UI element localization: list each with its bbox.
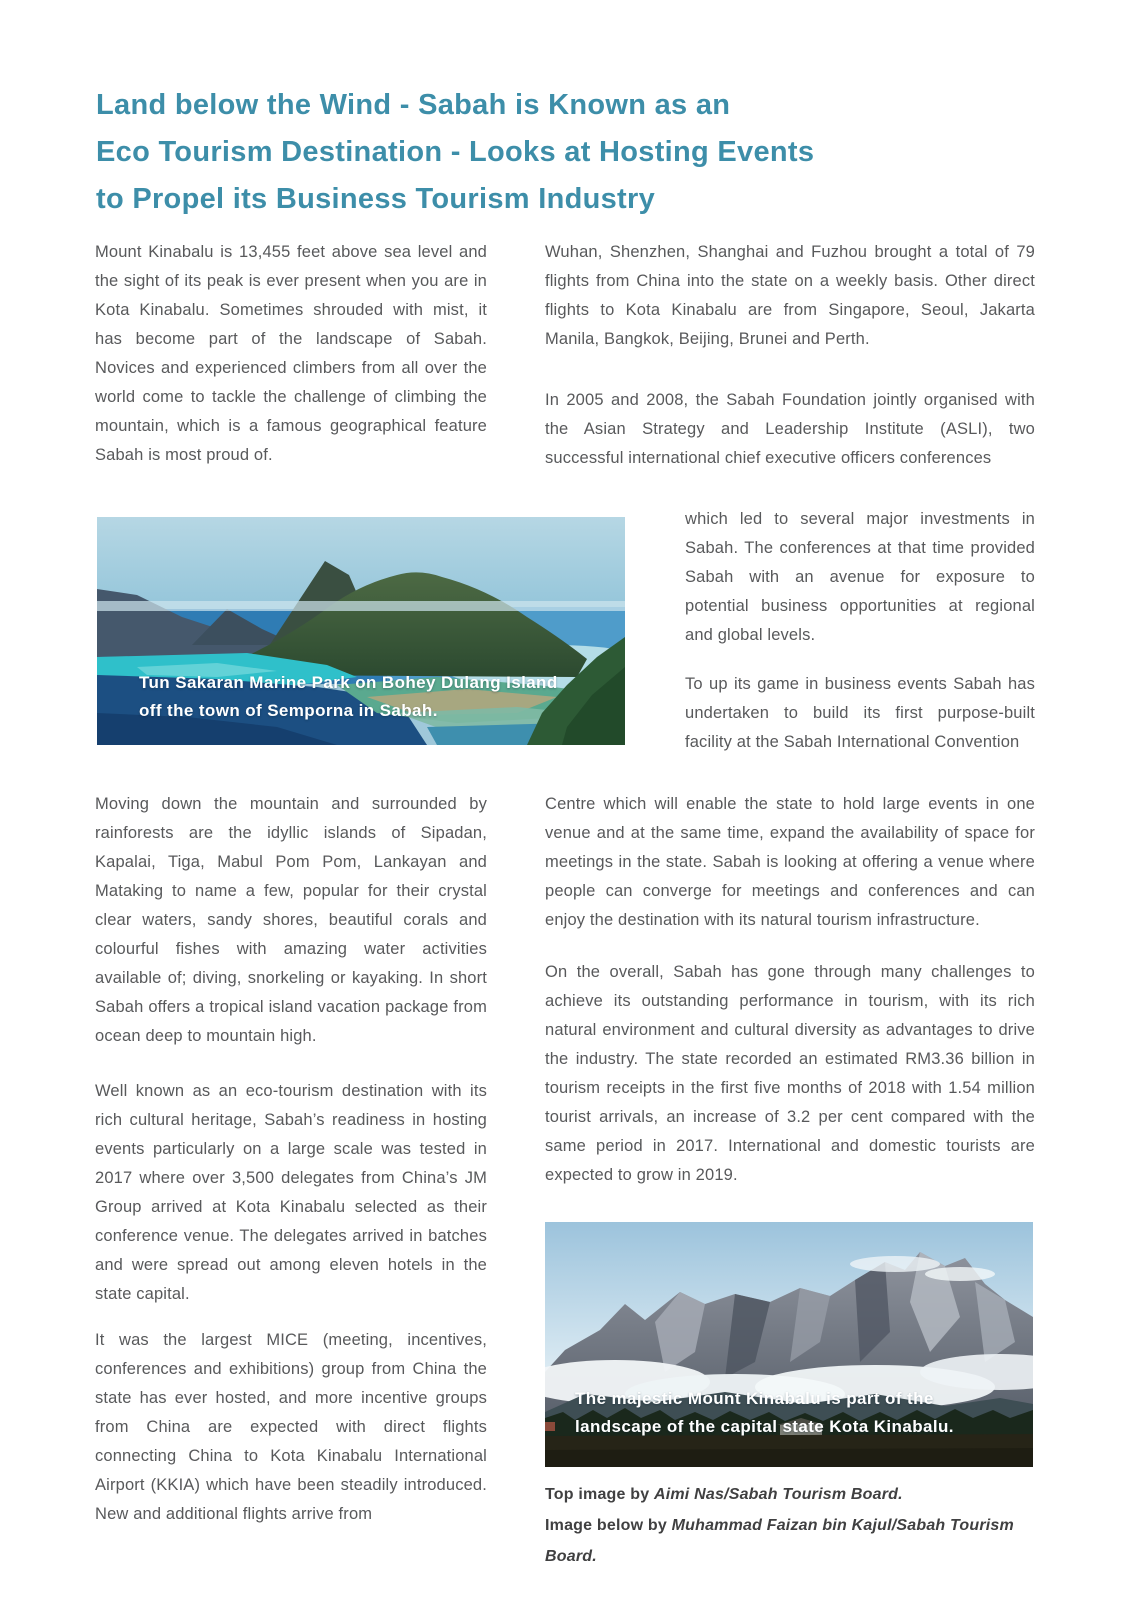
marine-park-caption-line-2: off the town of Semporna in Sabah. (139, 701, 438, 720)
right-paragraph-5: Centre which will enable the state to hold large events in one venue and at the same time, expand the availability of space for meetings in the state. Sabah is looking at offering a venue where people can converge for meetings and conferences and can enjoy the destination with its natural tourism infrastructure. (545, 795, 1035, 929)
right-paragraph-4: To up its game in business events Sabah has undertaken to build its first purpose-built facility at the Sabah International Convention (685, 675, 1035, 751)
right-paragraph-6: On the overall, Sabah has gone through many challenges to achieve its outstanding performance in tourism, with its rich natural environment and cultural diversity as advantages to drive the industry. The state recorded an estimated RM3.36 billion in tourism receipts in the first five months of 2018 with 1.54 million tourist arrivals, an increase of 3.2 per cent compared with the same period in 2017. International and domestic tourists are expected to grow in 2019. (545, 963, 1035, 1184)
marine-park-photo (97, 517, 625, 745)
left-paragraph-3: Well known as an eco-tourism destination with its rich cultural heritage, Sabah’s readiness in hosting events particularly on a large scale was tested in 2017 where over 3,500 delegates from China’s JM Group arrived at Kota Kinabalu selected as their conference venue. The delegates arrived in batches and were spread out among eleven hotels in the state capital. (95, 1082, 487, 1303)
page-title-line-2: Eco Tourism Destination - Looks at Hosting Events (96, 136, 815, 168)
marine-park-caption-line-1: Tun Sakaran Marine Park on Bohey Dulang Island (139, 673, 558, 692)
right-paragraph-1: Wuhan, Shenzhen, Shanghai and Fuzhou brought a total of 79 flights from China into the state on a weekly basis. Other direct flights to Kota Kinabalu are from Singapore, Seoul, Jakarta Manila, Bangkok, Beijing, Brunei and Perth. (545, 243, 1035, 348)
left-paragraph-1: Mount Kinabalu is 13,455 feet above sea level and the sight of its peak is ever present when you are in Kota Kinabalu. Sometimes shrouded with mist, it has become part of the landscape of Sabah. Novices and experienced climbers from all over the world come to tackle the challenge of climbing the mountain, which is a famous geographical feature Sabah is most proud of. (95, 243, 487, 464)
credit-bottom-name: Muhammad Faizan bin Kajul/Sabah Tourism Board. (545, 1517, 1014, 1565)
credit-top-image (545, 1479, 1065, 1510)
credit-top-name: Aimi Nas/Sabah Tourism Board. (653, 1486, 903, 1503)
page-title (96, 82, 956, 223)
mount-kinabalu-caption-line-1: The majestic Mount Kinabalu is part of the (575, 1389, 934, 1408)
left-paragraph-2: Moving down the mountain and surrounded by rainforests are the idyllic islands of Sipadan, Kapalai, Tiga, Mabul Pom Pom, Lankayan and Mataking to name a few, popular for their crystal clear waters, sandy shores, beautiful corals and colourful fishes with amazing water activities available of; diving, snorkeling or kayaking. In short Sabah offers a tropical island vacation package from ocean deep to mountain high. (95, 795, 487, 1045)
left-paragraph-4: It was the largest MICE (meeting, incentives, conferences and exhibitions) group from China the state has ever hosted, and more incentive groups from China are expected with direct flights connecting China to Kota Kinabalu International Airport (KKIA) which have been steadily introduced. New and additional flights arrive from (95, 1331, 487, 1523)
mount-kinabalu-caption-line-2: landscape of the capital state Kota Kinabalu. (575, 1417, 954, 1436)
mount-kinabalu-caption (575, 1385, 954, 1441)
mount-kinabalu-photo (545, 1222, 1033, 1467)
page-title-line-1: Land below the Wind - Sabah is Known as an (96, 89, 731, 121)
image-credits (545, 1479, 1065, 1572)
credit-bottom-prefix: Image below by (545, 1517, 672, 1534)
marine-park-caption (139, 669, 558, 725)
credit-top-prefix: Top image by (545, 1486, 654, 1503)
page-title-line-3: to Propel its Business Tourism Industry (96, 183, 656, 215)
right-paragraph-3: which led to several major investments in Sabah. The conferences at that time provided Sabah with an avenue for exposure to potential business opportunities at regional and global levels. (685, 510, 1035, 644)
right-paragraph-2: In 2005 and 2008, the Sabah Foundation jointly organised with the Asian Strategy and Leadership Institute (ASLI), two successful international chief executive officers conferences (545, 391, 1035, 467)
credit-bottom-image (545, 1510, 1065, 1572)
